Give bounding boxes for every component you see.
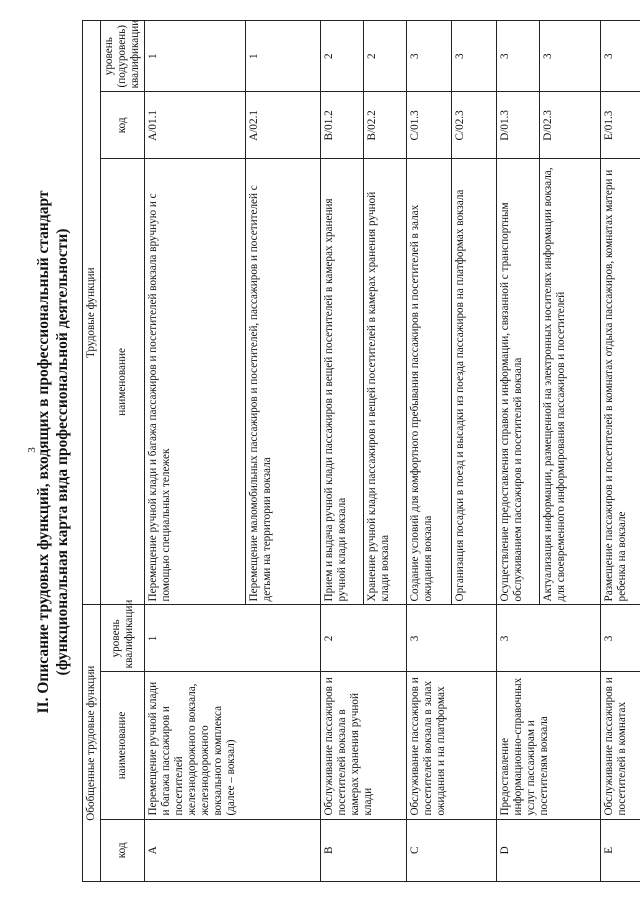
- header-code: код: [101, 819, 145, 881]
- function-level: 1: [145, 21, 246, 92]
- table-row: [497, 21, 540, 882]
- function-name: Создание условий для комфортного пребывания пассажиров и посетителей в залах ожидания вокзала: [407, 159, 452, 605]
- header-level: уровень квалификации: [101, 605, 145, 672]
- function-name: Актуализация информации, размещенной на электронных носителях информации вокзала, для своевременного информирования пассажиров и посетителей: [540, 159, 601, 605]
- function-code: C/02.3: [452, 92, 497, 159]
- section-title: [34, 12, 72, 892]
- function-code: D/02.3: [540, 92, 601, 159]
- function-code: B/02.2: [364, 92, 407, 159]
- generalized-level: 1: [145, 605, 321, 672]
- function-level: 3: [452, 21, 497, 92]
- function-name: Хранение ручной клади пассажиров и вещей посетителей в камерах хранения ручной клади вокзала: [364, 159, 407, 605]
- functional-map-table: [82, 20, 640, 882]
- function-level: 2: [321, 21, 364, 92]
- generalized-name: Обслуживание пассажиров и посетителей вокзала в залах ожидания и на платформах: [407, 672, 497, 819]
- function-level: 3: [540, 21, 601, 92]
- table-row: [601, 21, 640, 882]
- generalized-level: 3: [407, 605, 497, 672]
- title-line-2: (функциональная карта вида профессиональной деятельности): [54, 228, 71, 676]
- header-function-code: код: [101, 92, 145, 159]
- header-row-1: [83, 21, 101, 882]
- function-level: 3: [497, 21, 540, 92]
- table-row: [145, 21, 246, 882]
- header-name: наименование: [101, 672, 145, 819]
- function-name: Организация посадки в поезд и высадки из поезда пассажиров на платформах вокзала: [452, 159, 497, 605]
- header-generalized: Обобщенные трудовые функции: [83, 605, 101, 882]
- generalized-name: Перемещение ручной клади и багажа пассажиров и посетителей железнодорожного вокзала, железнодорожного вокзального комплекса (далее – вокзал): [145, 672, 321, 819]
- function-name: Перемещение ручной клади и багажа пассажиров и посетителей вокзала вручную и с помощью специальных тележек: [145, 159, 246, 605]
- generalized-code: B: [321, 819, 407, 881]
- function-code: D/01.3: [497, 92, 540, 159]
- function-code: C/01.3: [407, 92, 452, 159]
- rotated-page: [20, 12, 628, 892]
- function-code: E/01.3: [601, 92, 640, 159]
- title-line-1: II. Описание трудовых функций, входящих в профессиональный стандарт: [35, 190, 52, 714]
- generalized-code: C: [407, 819, 497, 881]
- generalized-level: 3: [497, 605, 601, 672]
- generalized-name: Предоставление информационно-справочных услуг пассажирам и посетителям вокзала: [497, 672, 601, 819]
- function-code: A/01.1: [145, 92, 246, 159]
- function-level: 1: [246, 21, 321, 92]
- table-row: [407, 21, 452, 882]
- function-level: 3: [407, 21, 452, 92]
- header-sublevel: уровень (подуровень) квалификации: [101, 21, 145, 92]
- header-labor: Трудовые функции: [83, 21, 101, 605]
- generalized-level: 2: [321, 605, 407, 672]
- function-name: Размещение пассажиров и посетителей в комнатах отдыха пассажиров, комнатах матери и ребенка на вокзале: [601, 159, 640, 605]
- function-level: 2: [364, 21, 407, 92]
- function-name: Осуществление предоставления справок и информации, связанной с транспортным обслуживанием пассажиров и посетителей вокзала: [497, 159, 540, 605]
- function-level: 3: [601, 21, 640, 92]
- generalized-level: 3: [601, 605, 640, 672]
- generalized-code: D: [497, 819, 601, 881]
- table-row: [321, 21, 364, 882]
- header-function-name: наименование: [101, 159, 145, 605]
- page-number: 3: [26, 447, 38, 453]
- generalized-code: A: [145, 819, 321, 881]
- function-code: B/01.2: [321, 92, 364, 159]
- function-name: Прием и выдача ручной клади пассажиров и вещей посетителей в камерах хранения ручной клади вокзала: [321, 159, 364, 605]
- generalized-code: E: [601, 819, 640, 881]
- generalized-name: Обслуживание пассажиров и посетителей в комнатах: [601, 672, 640, 819]
- function-name: Перемещение маломобильных пассажиров и посетителей, пассажиров и посетителей с детьми на территории вокзала: [246, 159, 321, 605]
- function-code: A/02.1: [246, 92, 321, 159]
- header-row-2: [101, 21, 145, 882]
- generalized-name: Обслуживание пассажиров и посетителей вокзала в камерах хранения ручной клади: [321, 672, 407, 819]
